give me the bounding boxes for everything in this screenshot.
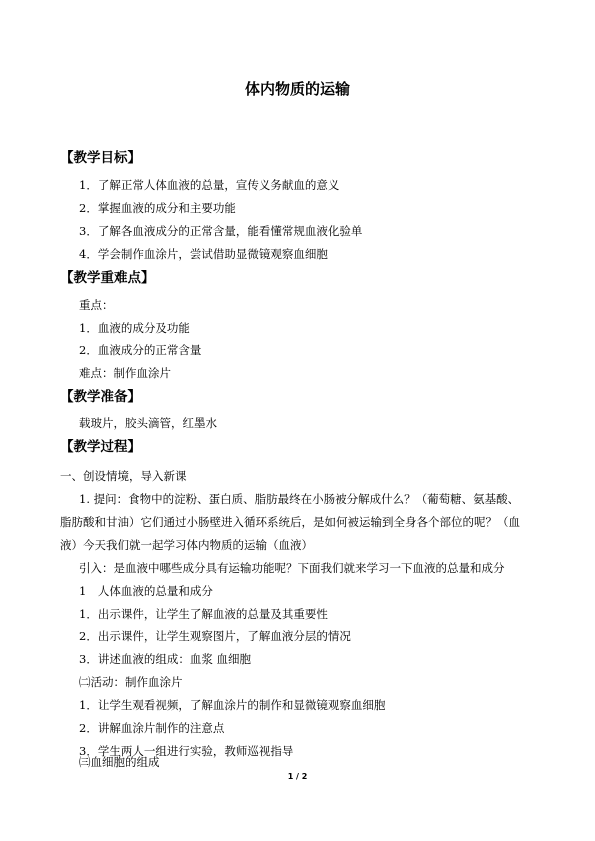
process-line: 3．学生两人一组进行实验，教师巡视指导 bbox=[79, 744, 294, 758]
section-heading-goals: 【教学目标】 bbox=[60, 150, 141, 166]
goal-item: 4．学会制作血涂片，尝试借助显微镜观察血细胞 bbox=[79, 247, 328, 261]
section-heading-preparation: 【教学准备】 bbox=[60, 389, 141, 405]
process-line: 1. 提问：食物中的淀粉、蛋白质、脂肪最终在小肠被分解成什么？（葡萄糖、氨基酸、 bbox=[79, 492, 520, 506]
process-line: 2．讲解血涂片制作的注意点 bbox=[79, 721, 225, 735]
goal-item: 1．了解正常人体血液的总量，宣传义务献血的意义 bbox=[79, 178, 340, 192]
process-line: ㈡活动：制作血涂片 bbox=[79, 675, 183, 689]
key-point-item: 难点：制作血涂片 bbox=[79, 366, 171, 380]
key-point-item: 2．血液成分的正常含量 bbox=[79, 343, 202, 357]
process-line: 1．让学生观看视频，了解血涂片的制作和显微镜观察血细胞 bbox=[79, 698, 386, 712]
goal-item: 2．掌握血液的成分和主要功能 bbox=[79, 201, 236, 215]
process-line: 1．出示课件，让学生了解血液的总量及其重要性 bbox=[79, 607, 328, 621]
key-point-item: 1．血液的成分及功能 bbox=[79, 321, 190, 335]
process-line: 一、创设情境，导入新课 bbox=[60, 469, 187, 483]
process-line: ㈢血细胞的组成 bbox=[79, 755, 160, 769]
goal-item: 3．了解各血液成分的正常含量，能看懂常规血液化验单 bbox=[79, 224, 363, 238]
page-title: 体内物质的运输 bbox=[244, 80, 350, 98]
process-line: 引入：是血液中哪些成分具有运输功能呢？下面我们就来学习一下血液的总量和成分 bbox=[79, 561, 505, 575]
process-line: 3．讲述血液的组成：血浆 血细胞 bbox=[79, 652, 251, 666]
page-number: 1 / 2 bbox=[287, 772, 308, 781]
process-line: 液）今天我们就一起学习体内物质的运输（血液） bbox=[60, 538, 313, 552]
process-line: 1 人体血液的总量和成分 bbox=[79, 584, 213, 598]
section-heading-process: 【教学过程】 bbox=[60, 439, 141, 455]
key-point-item: 重点： bbox=[79, 298, 114, 312]
section-heading-key-points: 【教学重难点】 bbox=[60, 270, 155, 286]
process-line: 脂肪酸和甘油）它们通过小肠壁进入循环系统后，是如何被运输到全身各个部位的呢？（血 bbox=[60, 515, 520, 529]
preparation-item: 载玻片，胶头滴管，红墨水 bbox=[79, 416, 217, 430]
process-line: 2．出示课件，让学生观察图片，了解血液分层的情况 bbox=[79, 629, 351, 643]
